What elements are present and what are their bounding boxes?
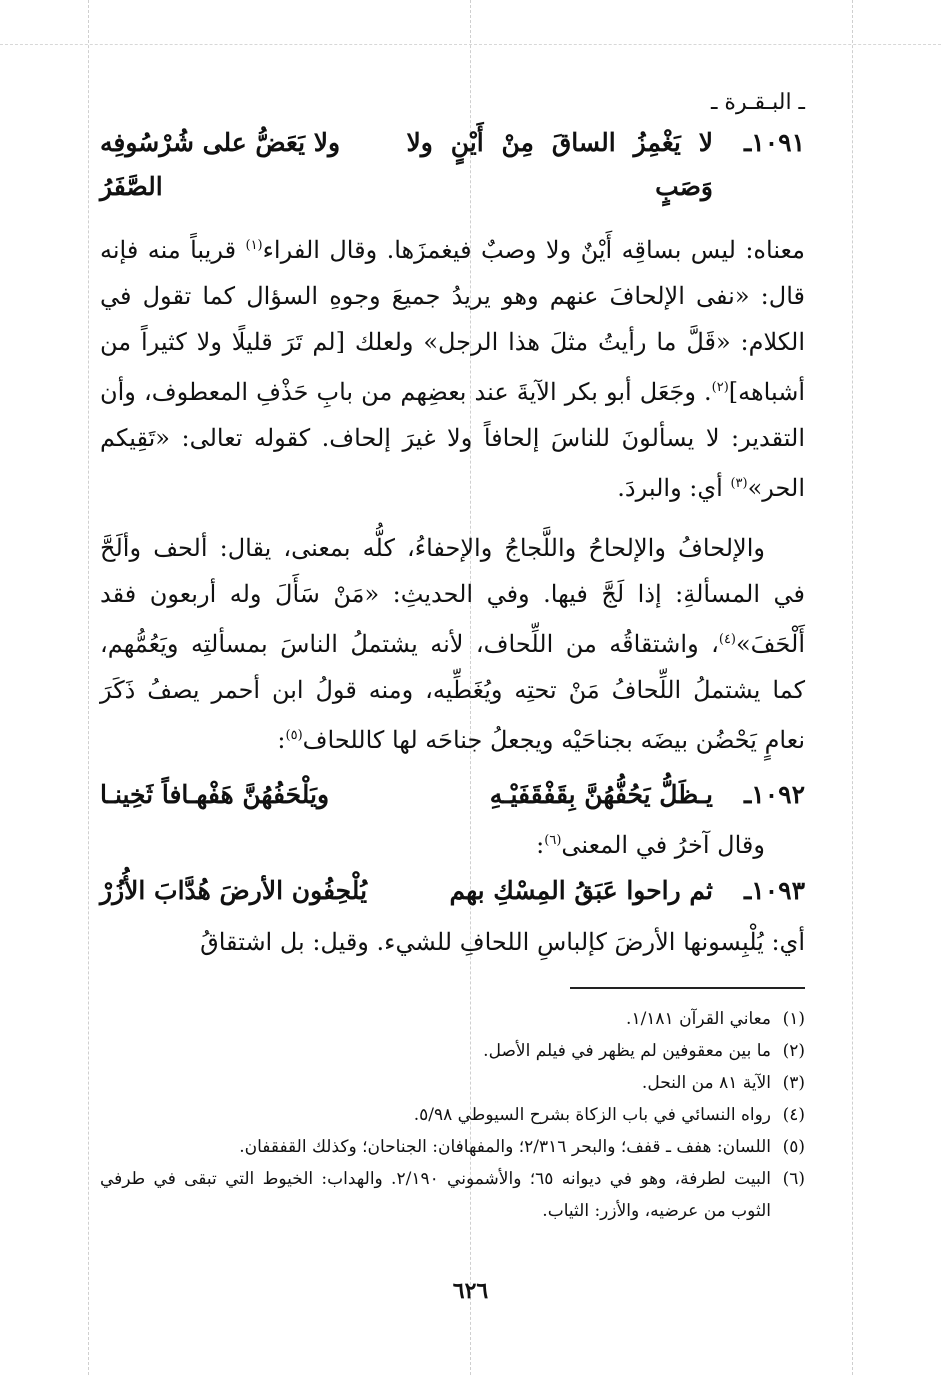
text-run: . وجَعَل أبو بكر الآيةَ عند بعضِهم من بابِ حَذْفِ المعطوف، وأن التقدير: لا يسألونَ للناسَ إلحافاً ولا غيرَ إلحاف. كقوله تعالى: «تَقِيكم الحر» (100, 378, 805, 502)
text-run: ، واشتقاقُه من اللِّحاف، لأنه يشتملُ الناسَ بمسألتِه ويَعُمُّهم، كما يشتملُ اللِّحافُ مَنْ تحتِه ويُغَطِّيه، ومنه قولُ ابن أحمر يصفُ ذَكَرَ نعامٍ يَحْضُن بيضَه بجناحَيْه ويجعلُ جناحَه لها كاللحاف (100, 630, 805, 754)
book-page (100, 90, 805, 1227)
footnote-ref[interactable]: (٥) (285, 728, 303, 743)
footnote-text: رواه النسائي في باب الزكاة بشرح السيوطي ٥/٩٨. (413, 1105, 771, 1125)
verse-hemistich-2: ويَلْحَفُهُنَّ هَفْهـافاً ثَخِينـا (100, 780, 330, 809)
footnote-text: البيت لطرفة، وهو في ديوانه ٦٥؛ والأشموني ٢/١٩٠. والهداب: الخيوط التي تبقى في طرفي الثوب من عرضيه، والأزر: الثياب. (100, 1169, 771, 1221)
verse-1092 (100, 773, 805, 817)
footnote-number: (٤) (782, 1105, 805, 1125)
text-run: قريباً منه فإنه قال: «نفى الإلحافَ عنهم وهو يريدُ جميعَ وجوهِ السؤال كما تقول في الكلام: «قَلَّ ما رأيتُ مثلَ هذا الرجل» ولعلك [لم تَرَ قليلًا ولا كثيراً من أشباهه] (100, 236, 805, 406)
paragraph-1 (100, 223, 805, 511)
footnote-ref[interactable]: (٦) (544, 833, 562, 848)
verse-number: ١٠٩٣ـ (743, 876, 805, 905)
footnote-ref[interactable]: (٤) (718, 632, 736, 647)
footnotes (100, 1003, 805, 1227)
page-number: ٦٢٦ (452, 1278, 489, 1304)
text-run: : (277, 726, 286, 754)
footnote-ref[interactable]: (١) (245, 238, 263, 253)
footnote-number: (٦) (782, 1169, 805, 1189)
footnote (100, 1003, 805, 1035)
footnote (100, 1099, 805, 1131)
footnote-text: اللسان: هفف ـ قفف؛ والبحر ٢/٣١٦؛ والمفهافان: الجناحان؛ وكذلك القفقفان. (239, 1137, 771, 1157)
verse-hemistich-1: ثم راحوا عَبَقُ المِسْكِ بهم (449, 876, 713, 905)
footnote (100, 1131, 805, 1163)
text-run: معناه: ليس بساقِه أَيْنٌ ولا وصبٌ فيغمزَها. وقال الفراء (262, 236, 805, 264)
verse-hemistich-2: يُلْحِفُون الأرضَ هُدَّابَ الأُزُرْ (100, 876, 368, 905)
verse-hemistich-1: يـظَلُّ يَحُفُّهُنَّ بِقَفْقَفَيْـهِ (489, 780, 713, 809)
footnote-number: (٥) (782, 1137, 805, 1157)
footnote-number: (١) (782, 1009, 805, 1029)
verse-hemistich-1: لا يَغْمِزُ الساقَ مِنْ أَيْنٍ ولا وَصَبٍ (406, 128, 713, 201)
footnote-number: (٣) (782, 1073, 805, 1093)
verse-intro: وقال آخرُ في المعنى$^{(٦)}$: (536, 831, 765, 859)
verse-number: ١٠٩١ـ (743, 128, 805, 157)
scan-guide-right (852, 0, 853, 1375)
text-run: وقال آخرُ في المعنى (561, 831, 765, 859)
footnote-text: الآية ٨١ من النحل. (641, 1073, 771, 1093)
footnote (100, 1067, 805, 1099)
continuation-line: أي: يُلْبِسونها الأرضَ كإلباسِ اللحافِ للشيء. وقيل: بل اشتقاقُ (200, 928, 805, 956)
paragraph-2 (100, 525, 805, 763)
footnote-text: معاني القرآن ١/١٨١. (626, 1009, 771, 1029)
scan-guide-left (88, 0, 89, 1375)
footnote-divider (570, 987, 805, 989)
footnote-number: (٢) (782, 1041, 805, 1061)
footnote-ref[interactable]: (٣) (730, 476, 748, 491)
text-run: والإلحافُ والإلحاحُ واللَّجاجُ والإحفاءُ، كلُّه بمعنى، يقال: ألحف وألَحَّ في المسألةِ: إذا لَجَّ فيها. وفي الحديثِ: «مَنْ سَأَلَ وله أربعون فقد أَلْحَفَ» (100, 534, 805, 658)
running-head: ـ البـقـرة ـ (710, 90, 805, 115)
footnote-text: ما بين معقوفين لم يظهر في فيلم الأصل. (483, 1041, 771, 1061)
verse-1091 (100, 121, 805, 209)
scan-guide-top (0, 44, 941, 45)
verse-1093 (100, 869, 805, 913)
footnote-ref[interactable]: (٢) (711, 380, 729, 395)
text-run: أي: والبردَ. (617, 474, 731, 502)
verse-number: ١٠٩٢ـ (743, 780, 805, 809)
verse-hemistich-2: ولا يَعَضُّ على شُرْسُوفِه الصَّفَرُ (100, 128, 341, 201)
footnote (100, 1035, 805, 1067)
footnote (100, 1163, 805, 1227)
